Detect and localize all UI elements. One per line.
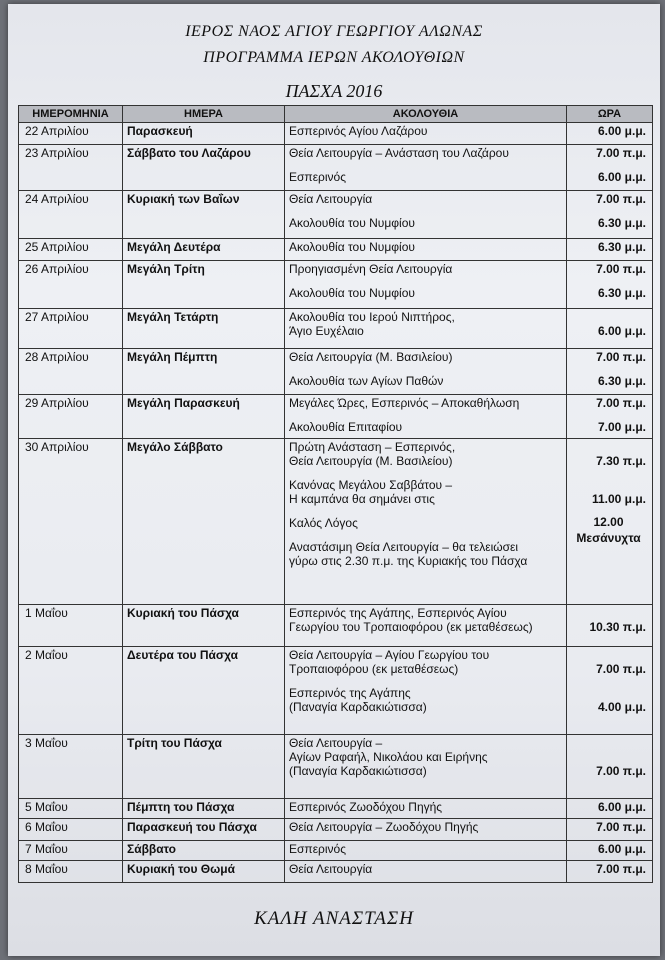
row-times [567, 841, 653, 861]
service-line: Ακολουθία των Αγίων Παθών [289, 374, 444, 388]
service-line: Μεγάλες Ώρες, Εσπερινός – Αποκαθήλωση [289, 396, 520, 410]
service-time: 6.30 μ.μ. [597, 374, 646, 388]
service-time: 7.00 π.μ. [596, 764, 646, 778]
table-row [19, 647, 653, 735]
row-times [567, 861, 653, 883]
row-services [285, 819, 567, 841]
table-row [19, 191, 653, 239]
service-line: Θεία Λειτουργία – [289, 736, 383, 750]
column-header-date: ΗΜΕΡΟΜΗΝΙΑ [19, 106, 123, 123]
service-entry [289, 478, 562, 506]
row-times [567, 819, 653, 841]
table-header-row [19, 106, 653, 123]
service-line: Θεία Λειτουργία (Μ. Βασιλείου) [289, 350, 453, 364]
service-line: Ακολουθία Επιταφίου [289, 420, 403, 434]
row-day: Σάββατο του Λαζάρου [123, 145, 285, 191]
row-day: Κυριακή των Βαΐων [123, 191, 285, 239]
service-entry [289, 420, 562, 434]
service-entry [289, 606, 562, 634]
row-day: Κυριακή του Θωμά [123, 861, 285, 883]
service-entry [289, 310, 562, 338]
church-name: ΙΕΡΟΣ ΝΑΟΣ ΑΓΙΟΥ ΓΕΩΡΓΙΟΥ ΑΛΩΝΑΣ [185, 23, 483, 40]
service-line: Καλός Λόγος [289, 516, 358, 530]
row-date: 27 Απριλίου [19, 309, 123, 349]
row-day: Μεγάλη Παρασκευή [123, 395, 285, 439]
table-row [19, 735, 653, 799]
service-entry [289, 286, 562, 300]
service-line: (Παναγία Καρδακιώτισσα) [289, 764, 427, 778]
row-date: 3 Μαΐου [19, 735, 123, 799]
row-times [567, 145, 653, 191]
service-time: 11.00 μ.μ. [591, 492, 646, 506]
row-day: Πέμπτη του Πάσχα [123, 799, 285, 819]
service-line: Εσπερινός [289, 170, 346, 184]
service-line: Εσπερινός της Αγάπης [289, 686, 411, 700]
schedule-document [8, 4, 660, 956]
row-services [285, 191, 567, 239]
service-line: Εσπερινός Αγίου Λαζάρου [289, 124, 428, 138]
row-day: Μεγάλη Τρίτη [123, 261, 285, 309]
row-date: 30 Απριλίου [19, 439, 123, 605]
service-entry [289, 124, 562, 138]
service-time: 7.00 π.μ. [596, 146, 646, 160]
service-time: 6.00 μ.μ. [597, 842, 646, 856]
row-date: 29 Απριλίου [19, 395, 123, 439]
row-services [285, 861, 567, 883]
service-time: 6.30 μ.μ. [597, 216, 646, 230]
column-header-service: ΑΚΟΛΟΥΘΙΑ [285, 106, 567, 123]
row-date: 22 Απριλίου [19, 123, 123, 145]
service-time: 4.00 μ.μ. [597, 700, 646, 714]
service-time: 7.00 π.μ. [596, 192, 646, 206]
table-row [19, 605, 653, 647]
service-entry [289, 192, 562, 206]
row-services [285, 647, 567, 735]
row-services [285, 239, 567, 261]
row-day: Μεγάλη Δευτέρα [123, 239, 285, 261]
service-entry [289, 240, 562, 254]
table-row [19, 439, 653, 605]
service-time: 6.00 μ.μ. [597, 324, 646, 338]
table-row [19, 799, 653, 819]
service-entry [289, 820, 562, 834]
table-row [19, 239, 653, 261]
row-times [567, 735, 653, 799]
row-times [567, 239, 653, 261]
row-date: 6 Μαΐου [19, 819, 123, 841]
service-line: Εσπερινός [289, 842, 346, 856]
service-time: 7.30 π.μ. [596, 454, 646, 468]
table-row [19, 123, 653, 145]
service-line: Θεία Λειτουργία [289, 192, 373, 206]
service-line: Ακολουθία του Νυμφίου [289, 240, 415, 254]
row-times [567, 439, 653, 605]
row-date: 7 Μαΐου [19, 841, 123, 861]
row-times [567, 647, 653, 735]
service-entry [289, 350, 562, 364]
schedule-table [18, 105, 653, 883]
row-day: Δευτέρα του Πάσχα [123, 647, 285, 735]
service-line: Ακολουθία του Νυμφίου [289, 286, 415, 300]
service-line: Η καμπάνα θα σημάνει στις [289, 492, 435, 506]
row-services [285, 799, 567, 819]
service-time: 7.00 π.μ. [596, 662, 646, 676]
service-line: Άγιο Ευχέλαιο [289, 324, 364, 338]
service-entry [289, 146, 562, 160]
service-entry [289, 736, 562, 778]
column-header-time: ΩΡΑ [567, 106, 653, 123]
row-date: 25 Απριλίου [19, 239, 123, 261]
service-entry [289, 842, 562, 856]
service-line: Θεία Λειτουργία (Μ. Βασιλείου) [289, 454, 453, 468]
table-row [19, 819, 653, 841]
service-entry [289, 170, 562, 184]
service-line: Γεωργίου του Τροπαιοφόρου (εκ μεταθέσεως) [289, 620, 533, 634]
row-times [567, 395, 653, 439]
row-date: 26 Απριλίου [19, 261, 123, 309]
service-entry [289, 262, 562, 276]
service-line: Τροπαιοφόρου (εκ μεταθέσεως) [289, 662, 459, 676]
service-line: Εσπερινός Ζωοδόχου Πηγής [289, 800, 443, 814]
service-time: 7.00 π.μ. [596, 820, 646, 834]
service-line: Θεία Λειτουργία [289, 862, 373, 876]
row-date: 1 Μαΐου [19, 605, 123, 647]
service-entry [289, 540, 562, 568]
season-title: ΠΑΣΧΑ 2016 [285, 81, 383, 101]
service-line: Πρώτη Ανάσταση – Εσπερινός, [289, 440, 456, 454]
row-day: Μεγάλη Πέμπτη [123, 349, 285, 395]
row-services [285, 261, 567, 309]
row-times [567, 191, 653, 239]
service-time: 7.00 π.μ. [596, 862, 646, 876]
footer-greeting: ΚΑΛΗ ΑΝΑΣΤΑΣΗ [254, 908, 414, 929]
service-entry [289, 374, 562, 388]
service-time: 7.00 π.μ. [596, 396, 646, 410]
service-entry [289, 862, 562, 876]
service-time: 7.00 π.μ. [596, 350, 646, 364]
service-line: Εσπερινός της Αγάπης, Εσπερινός Αγίου [289, 606, 507, 620]
service-line: γύρω στις 2.30 π.μ. της Κυριακής του Πάσχα [289, 554, 528, 568]
service-entry [289, 216, 562, 230]
service-entry [289, 396, 562, 410]
service-line: Κανόνας Μεγάλου Σαββάτου – [289, 478, 453, 492]
service-line: Ακολουθία του Ιερού Νιπτήρος, [289, 310, 455, 324]
row-day: Τρίτη του Πάσχα [123, 735, 285, 799]
row-day: Μεγάλο Σάββατο [123, 439, 285, 605]
row-times [567, 261, 653, 309]
row-times [567, 799, 653, 819]
service-line: Αναστάσιμη Θεία Λειτουργία – θα τελειώσει [289, 540, 519, 554]
table-row [19, 309, 653, 349]
row-date: 8 Μαΐου [19, 861, 123, 883]
row-services [285, 735, 567, 799]
row-services [285, 123, 567, 145]
row-day: Παρασκευή του Πάσχα [123, 819, 285, 841]
service-entry [289, 648, 562, 676]
service-line: Ακολουθία του Νυμφίου [289, 216, 415, 230]
service-time: 7.00 π.μ. [596, 262, 646, 276]
program-title: ΠΡΟΓΡΑΜΜΑ ΙΕΡΩΝ ΑΚΟΛΟΥΘΙΩΝ [203, 49, 465, 66]
row-times [567, 123, 653, 145]
row-day: Παρασκευή [123, 123, 285, 145]
service-entry [289, 440, 562, 468]
row-times [567, 349, 653, 395]
service-time: 12.00 Μεσάνυχτα [576, 515, 641, 545]
service-line: Θεία Λειτουργία – Ανάσταση του Λαζάρου [289, 146, 509, 160]
row-times [567, 309, 653, 349]
row-date: 5 Μαΐου [19, 799, 123, 819]
service-line: (Παναγία Καρδακιώτισσα) [289, 700, 427, 714]
service-entry [289, 800, 562, 814]
row-day: Κυριακή του Πάσχα [123, 605, 285, 647]
table-row [19, 395, 653, 439]
service-time: 6.00 μ.μ. [597, 170, 646, 184]
row-services [285, 605, 567, 647]
table-row [19, 861, 653, 883]
table-row [19, 841, 653, 861]
row-times [567, 605, 653, 647]
service-time: 6.30 μ.μ. [597, 286, 646, 300]
service-time: 6.00 μ.μ. [597, 800, 646, 814]
service-line: Προηγιασμένη Θεία Λειτουργία [289, 262, 453, 276]
service-time: 6.00 μ.μ. [597, 124, 646, 138]
row-services [285, 439, 567, 605]
table-row [19, 145, 653, 191]
service-entry [289, 516, 562, 530]
row-day: Μεγάλη Τετάρτη [123, 309, 285, 349]
row-services [285, 841, 567, 861]
row-date: 2 Μαΐου [19, 647, 123, 735]
row-date: 23 Απριλίου [19, 145, 123, 191]
service-time: 6.30 μ.μ. [597, 240, 646, 254]
row-services [285, 145, 567, 191]
service-line: Θεία Λειτουργία – Αγίου Γεωργίου του [289, 648, 490, 662]
row-date: 28 Απριλίου [19, 349, 123, 395]
service-line: Αγίων Ραφαήλ, Νικολάου και Ειρήνης [289, 750, 488, 764]
row-services [285, 349, 567, 395]
row-day: Σάββατο [123, 841, 285, 861]
row-services [285, 309, 567, 349]
service-entry [289, 686, 562, 714]
service-time: 10.30 π.μ. [589, 620, 646, 634]
service-line: Θεία Λειτουργία – Ζωοδόχου Πηγής [289, 820, 479, 834]
table-row [19, 349, 653, 395]
column-header-day: ΗΜΕΡΑ [123, 106, 285, 123]
service-time: 7.00 μ.μ. [597, 420, 646, 434]
row-services [285, 395, 567, 439]
table-row [19, 261, 653, 309]
row-date: 24 Απριλίου [19, 191, 123, 239]
